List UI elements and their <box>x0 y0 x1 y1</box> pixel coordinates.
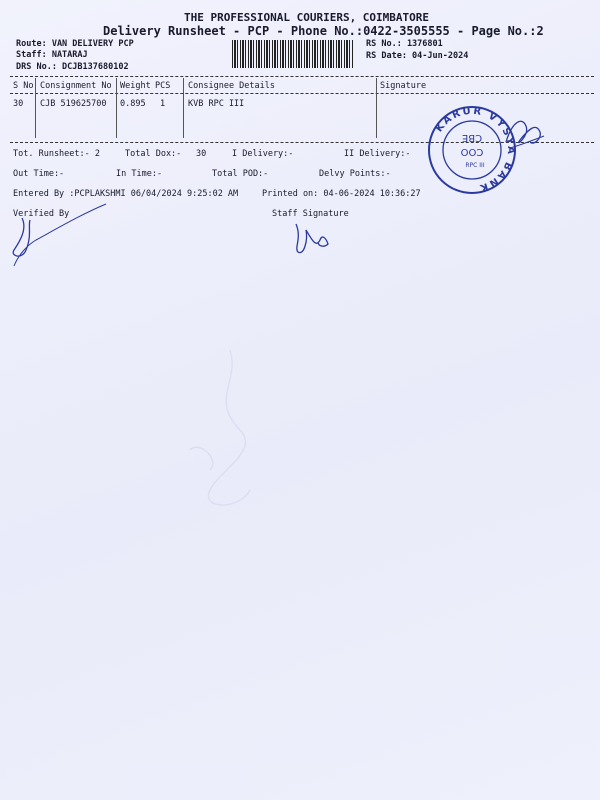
table-top-rule <box>10 76 594 77</box>
col-sep <box>376 78 377 138</box>
company-name: THE PROFESSIONAL COURIERS, COIMBATORE <box>184 11 430 24</box>
barcode <box>232 40 354 68</box>
ii-delivery: II Delivery:- <box>344 149 411 159</box>
embossed-watermark <box>170 340 290 520</box>
cell-pcs: 1 <box>160 99 166 109</box>
delvy-points: Delvy Points:- <box>319 169 391 179</box>
col-header-sno: S No <box>13 81 34 91</box>
total-dox-value: 30 <box>196 149 207 159</box>
stamp-coo: COO <box>460 146 484 157</box>
table-header-rule <box>10 93 594 94</box>
staff-label: Staff: NATARAJ <box>16 50 88 60</box>
entered-by: Entered By :PCPLAKSHMI 06/04/2024 9:25:02 AM <box>13 189 239 199</box>
cell-consignee: KVB RPC III <box>188 99 245 109</box>
receiver-signature <box>500 112 548 156</box>
total-dox-label: Total Dox:- <box>125 149 182 159</box>
stamp-bank-text: KARUR VYSYA BANK <box>433 105 517 194</box>
col-sep <box>116 78 117 138</box>
cell-consignment: CJB 519625700 <box>40 99 107 109</box>
col-header-consignment: Consignment No <box>40 81 112 91</box>
rs-number: RS No.: 1376801 <box>366 39 443 49</box>
verified-by-signature <box>8 200 108 270</box>
total-pod: Total POD:- <box>212 169 269 179</box>
cell-weight: 0.895 <box>120 99 146 109</box>
drs-number: DRS No.: DCJB137680102 <box>16 62 129 72</box>
verified-by-label: Verified By <box>13 209 70 219</box>
tot-runsheet: Tot. Runsheet:- 2 <box>13 149 100 159</box>
stamp-cbe: CBE <box>461 132 483 143</box>
printed-on: Printed on: 04-06-2024 10:36:27 <box>262 189 421 199</box>
col-header-consignee: Consignee Details <box>188 81 275 91</box>
stamp-rpc: RPC III <box>465 162 485 169</box>
col-header-pcs: PCS <box>155 81 171 91</box>
col-header-signature: Signature <box>380 81 427 91</box>
col-sep <box>35 78 36 138</box>
route-label: Route: VAN DELIVERY PCP <box>16 39 134 49</box>
col-sep <box>183 78 184 138</box>
cell-sno: 30 <box>13 99 24 109</box>
staff-signature <box>288 214 332 256</box>
rs-date: RS Date: 04-Jun-2024 <box>366 51 469 61</box>
col-header-weight: Weight <box>120 81 151 91</box>
in-time: In Time:- <box>116 169 163 179</box>
i-delivery: I Delivery:- <box>232 149 294 159</box>
runsheet-title: Delivery Runsheet - PCP - Phone No.:0422-3505555 - Page No.:2 <box>103 24 544 38</box>
staff-signature-label: Staff Signature <box>272 209 349 219</box>
out-time: Out Time:- <box>13 169 65 179</box>
